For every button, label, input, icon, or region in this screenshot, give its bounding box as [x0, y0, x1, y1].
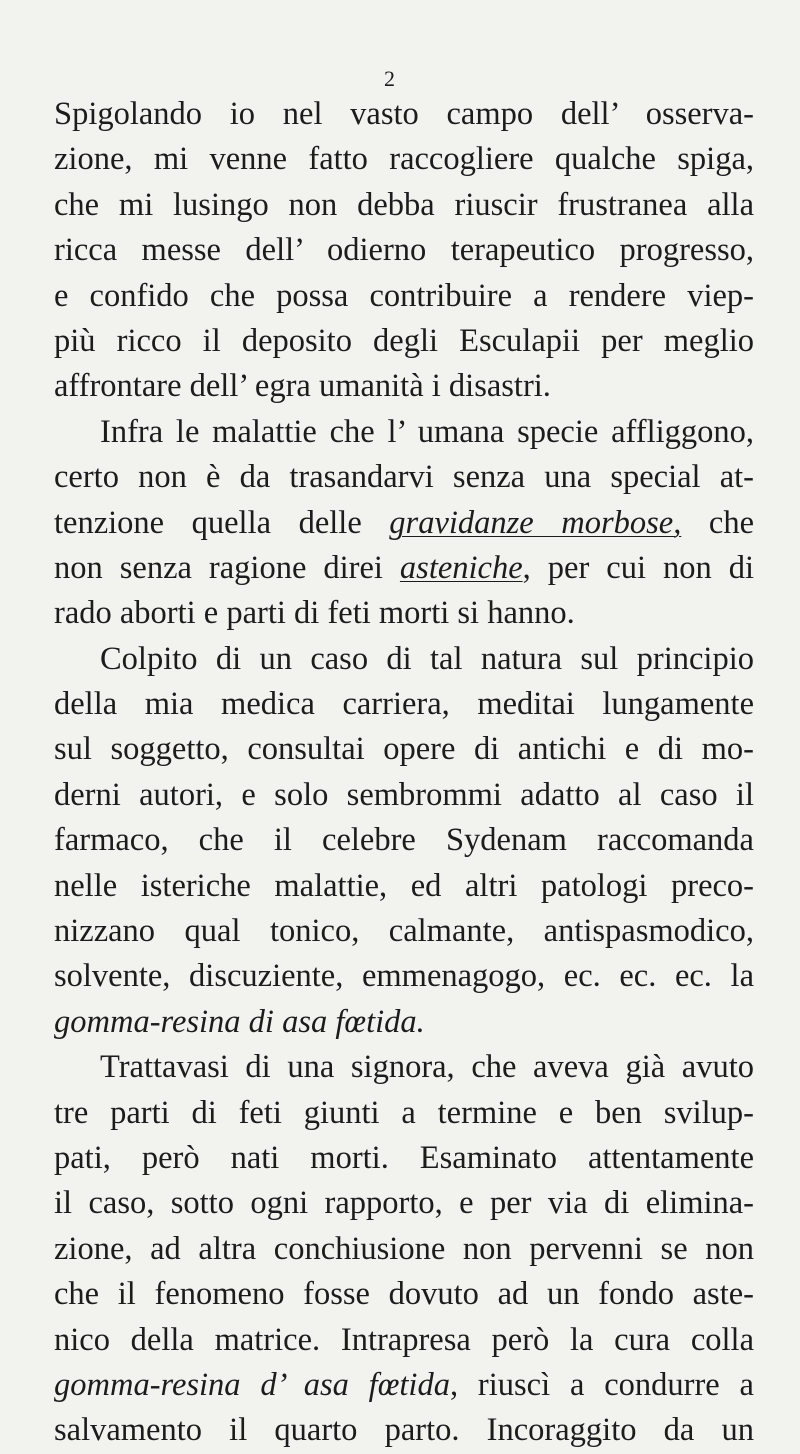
text-line: nico della matrice. Intrapresa però la cura colla	[54, 1321, 754, 1358]
text-segment: , per cui non di	[522, 549, 754, 586]
text-line: Trattavasi di una signora, che aveva già avuto	[100, 1049, 754, 1086]
text-segment: che	[681, 504, 754, 541]
text-line: nelle isteriche malattie, ed altri patologi preco-	[54, 867, 754, 904]
text-line: ricca messe dell’ odierno terapeutico progresso,	[54, 232, 754, 269]
text-line: che mi lusingo non debba riuscir frustranea alla	[54, 186, 754, 223]
text-line: zione, mi venne fatto raccogliere qualche spiga,	[54, 141, 754, 178]
text-line: certo non è da trasandarvi senza una special at-	[54, 459, 754, 496]
text-line: Spigolando io nel vasto campo dell’ osserva-	[54, 96, 754, 132]
emphasized-text: gomma-resina d’ asa fœtida	[54, 1366, 450, 1403]
text-line: rado aborti e parti di feti morti si hanno.	[54, 595, 575, 632]
emphasized-text: asteniche	[399, 549, 523, 586]
text-line: che il fenomeno fosse dovuto ad un fondo aste-	[54, 1276, 754, 1313]
page-number: 2	[384, 66, 395, 91]
text-segment: non senza ragione direi	[54, 549, 400, 586]
text-line: il caso, sotto ogni rapporto, e per via di elimina-	[54, 1185, 754, 1222]
text-segment: tenzione quella delle	[54, 504, 390, 541]
text-line: Colpito di un caso di tal natura sul principio	[100, 640, 754, 677]
text-line: sul soggetto, consultai opere di antichi e di mo-	[54, 731, 754, 768]
emphasized-text: gravidanze morbose,	[389, 504, 682, 541]
text-segment: , riuscì a condurre a	[449, 1366, 754, 1403]
text-line: pati, però nati morti. Esaminato attentamente	[54, 1139, 754, 1176]
text-line	[54, 1000, 754, 1045]
text-line: più ricco il deposito degli Esculapii per meglio	[54, 322, 754, 359]
text-line: tre parti di feti giunti a termine e ben svilup-	[54, 1094, 754, 1131]
emphasized-text: gomma-resina di asa fœtida.	[54, 1003, 425, 1040]
text-line: affrontare dell’ egra umanità i disastri.	[54, 368, 551, 405]
body-text	[54, 92, 754, 1454]
text-line: farmaco, che il celebre Sydenam raccomanda	[54, 822, 754, 859]
text-line: derni autori, e solo sembrommi adatto al caso il	[54, 776, 754, 813]
text-line: nizzano qual tonico, calmante, antispasmodico,	[54, 913, 754, 950]
text-line	[54, 546, 754, 591]
text-line: e confido che possa contribuire a rendere viep-	[54, 277, 754, 314]
text-line: solvente, discuziente, emmenagogo, ec. ec. ec. la	[54, 958, 754, 995]
text-line: della mia medica carriera, meditai lungamente	[54, 686, 754, 723]
text-line: Infra le malattie che l’ umana specie affliggono,	[100, 413, 754, 450]
text-line	[54, 1363, 754, 1408]
text-line: zione, ad altra conchiusione non pervenni se non	[54, 1230, 754, 1267]
text-line	[54, 501, 754, 546]
text-line: salvamento il quarto parto. Incoraggito da un	[54, 1412, 754, 1449]
